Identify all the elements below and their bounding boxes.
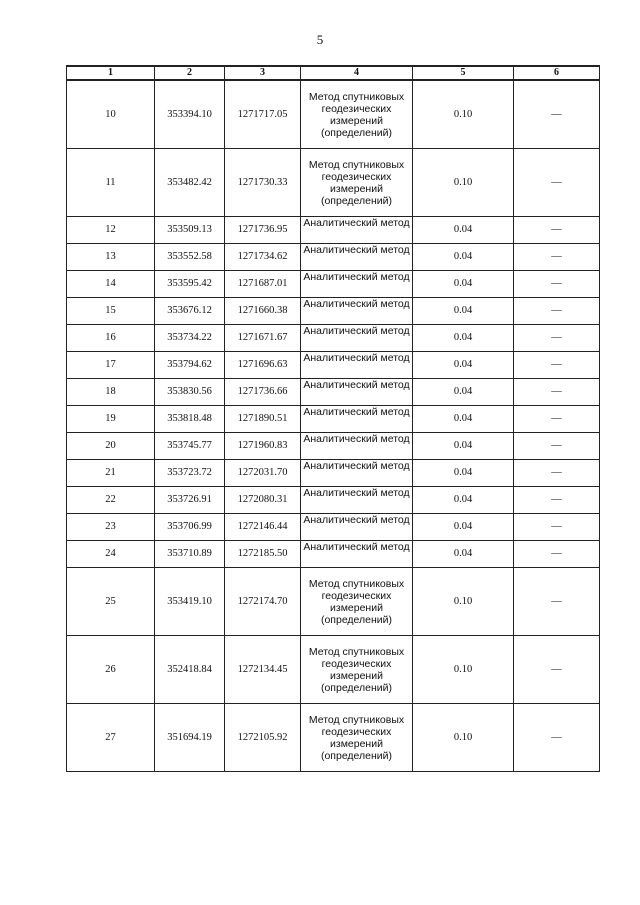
accuracy-cell: 0.10 [413, 636, 514, 704]
method-cell: Аналитический метод [301, 460, 413, 487]
table-row [67, 568, 600, 636]
accuracy-cell: 0.04 [413, 487, 514, 514]
y-coordinate-cell: 1271730.33 [225, 149, 301, 217]
x-coordinate-cell: 353552.58 [155, 244, 225, 271]
method-cell: Аналитический метод [301, 541, 413, 568]
y-coordinate-cell: 1271660.38 [225, 298, 301, 325]
accuracy-cell: 0.04 [413, 352, 514, 379]
column-header: 3 [225, 66, 301, 80]
accuracy-cell: 0.04 [413, 244, 514, 271]
method-cell: Аналитический метод [301, 433, 413, 460]
x-coordinate-cell: 353734.22 [155, 325, 225, 352]
table-row [67, 80, 600, 149]
point-number-cell: 17 [67, 352, 155, 379]
accuracy-cell: 0.04 [413, 271, 514, 298]
point-number-cell: 22 [67, 487, 155, 514]
table-row [67, 433, 600, 460]
method-cell: Аналитический метод [301, 379, 413, 406]
note-cell: — [514, 271, 600, 298]
method-cell: Аналитический метод [301, 487, 413, 514]
accuracy-cell: 0.04 [413, 514, 514, 541]
note-cell: — [514, 568, 600, 636]
method-cell: Метод спутниковых геодезических измерений (определений) [301, 80, 413, 149]
y-coordinate-cell: 1271736.66 [225, 379, 301, 406]
table-row [67, 298, 600, 325]
x-coordinate-cell: 353706.99 [155, 514, 225, 541]
x-coordinate-cell: 351694.19 [155, 704, 225, 772]
y-coordinate-cell: 1271671.67 [225, 325, 301, 352]
column-header: 1 [67, 66, 155, 80]
point-number-cell: 10 [67, 80, 155, 149]
table-row [67, 514, 600, 541]
accuracy-cell: 0.10 [413, 149, 514, 217]
accuracy-cell: 0.10 [413, 568, 514, 636]
y-coordinate-cell: 1272134.45 [225, 636, 301, 704]
y-coordinate-cell: 1271687.01 [225, 271, 301, 298]
note-cell: — [514, 80, 600, 149]
method-cell: Метод спутниковых геодезических измерений (определений) [301, 636, 413, 704]
table-row [67, 406, 600, 433]
table-row [67, 379, 600, 406]
accuracy-cell: 0.04 [413, 406, 514, 433]
note-cell: — [514, 325, 600, 352]
point-number-cell: 23 [67, 514, 155, 541]
table-row [67, 244, 600, 271]
y-coordinate-cell: 1272031.70 [225, 460, 301, 487]
table-row [67, 352, 600, 379]
method-cell: Метод спутниковых геодезических измерений (определений) [301, 568, 413, 636]
note-cell: — [514, 541, 600, 568]
accuracy-cell: 0.04 [413, 460, 514, 487]
table-row [67, 325, 600, 352]
table-row [67, 541, 600, 568]
note-cell: — [514, 352, 600, 379]
y-coordinate-cell: 1272105.92 [225, 704, 301, 772]
note-cell: — [514, 379, 600, 406]
table-row [67, 704, 600, 772]
point-number-cell: 25 [67, 568, 155, 636]
method-cell: Аналитический метод [301, 325, 413, 352]
method-cell: Метод спутниковых геодезических измерений (определений) [301, 149, 413, 217]
note-cell: — [514, 433, 600, 460]
point-number-cell: 24 [67, 541, 155, 568]
column-header: 2 [155, 66, 225, 80]
method-cell: Аналитический метод [301, 244, 413, 271]
point-number-cell: 15 [67, 298, 155, 325]
x-coordinate-cell: 353830.56 [155, 379, 225, 406]
coordinates-table [66, 65, 600, 772]
column-header: 4 [301, 66, 413, 80]
accuracy-cell: 0.04 [413, 217, 514, 244]
table-row [67, 217, 600, 244]
y-coordinate-cell: 1271960.83 [225, 433, 301, 460]
point-number-cell: 27 [67, 704, 155, 772]
method-cell: Аналитический метод [301, 406, 413, 433]
method-cell: Аналитический метод [301, 298, 413, 325]
point-number-cell: 19 [67, 406, 155, 433]
table-row [67, 636, 600, 704]
point-number-cell: 18 [67, 379, 155, 406]
accuracy-cell: 0.04 [413, 379, 514, 406]
method-cell: Аналитический метод [301, 271, 413, 298]
accuracy-cell: 0.04 [413, 325, 514, 352]
note-cell: — [514, 636, 600, 704]
x-coordinate-cell: 353394.10 [155, 80, 225, 149]
accuracy-cell: 0.10 [413, 704, 514, 772]
x-coordinate-cell: 353794.62 [155, 352, 225, 379]
table-row [67, 487, 600, 514]
y-coordinate-cell: 1271890.51 [225, 406, 301, 433]
point-number-cell: 11 [67, 149, 155, 217]
column-header: 5 [413, 66, 514, 80]
note-cell: — [514, 406, 600, 433]
x-coordinate-cell: 353509.13 [155, 217, 225, 244]
page-number: 5 [316, 32, 324, 47]
note-cell: — [514, 487, 600, 514]
note-cell: — [514, 514, 600, 541]
note-cell: — [514, 298, 600, 325]
note-cell: — [514, 244, 600, 271]
accuracy-cell: 0.04 [413, 298, 514, 325]
x-coordinate-cell: 353482.42 [155, 149, 225, 217]
table-header-row [67, 66, 600, 80]
x-coordinate-cell: 353676.12 [155, 298, 225, 325]
x-coordinate-cell: 353710.89 [155, 541, 225, 568]
point-number-cell: 26 [67, 636, 155, 704]
table-row [67, 460, 600, 487]
point-number-cell: 14 [67, 271, 155, 298]
method-cell: Метод спутниковых геодезических измерений (определений) [301, 704, 413, 772]
point-number-cell: 16 [67, 325, 155, 352]
y-coordinate-cell: 1271734.62 [225, 244, 301, 271]
note-cell: — [514, 704, 600, 772]
y-coordinate-cell: 1271696.63 [225, 352, 301, 379]
y-coordinate-cell: 1272174.70 [225, 568, 301, 636]
y-coordinate-cell: 1272146.44 [225, 514, 301, 541]
table-row [67, 271, 600, 298]
method-cell: Аналитический метод [301, 217, 413, 244]
x-coordinate-cell: 353595.42 [155, 271, 225, 298]
accuracy-cell: 0.10 [413, 80, 514, 149]
note-cell: — [514, 460, 600, 487]
x-coordinate-cell: 353818.48 [155, 406, 225, 433]
x-coordinate-cell: 352418.84 [155, 636, 225, 704]
accuracy-cell: 0.04 [413, 541, 514, 568]
x-coordinate-cell: 353419.10 [155, 568, 225, 636]
point-number-cell: 13 [67, 244, 155, 271]
x-coordinate-cell: 353745.77 [155, 433, 225, 460]
point-number-cell: 21 [67, 460, 155, 487]
y-coordinate-cell: 1271736.95 [225, 217, 301, 244]
y-coordinate-cell: 1272080.31 [225, 487, 301, 514]
y-coordinate-cell: 1271717.05 [225, 80, 301, 149]
point-number-cell: 20 [67, 433, 155, 460]
column-header: 6 [514, 66, 600, 80]
accuracy-cell: 0.04 [413, 433, 514, 460]
point-number-cell: 12 [67, 217, 155, 244]
note-cell: — [514, 217, 600, 244]
y-coordinate-cell: 1272185.50 [225, 541, 301, 568]
method-cell: Аналитический метод [301, 352, 413, 379]
note-cell: — [514, 149, 600, 217]
x-coordinate-cell: 353723.72 [155, 460, 225, 487]
x-coordinate-cell: 353726.91 [155, 487, 225, 514]
table-row [67, 149, 600, 217]
method-cell: Аналитический метод [301, 514, 413, 541]
